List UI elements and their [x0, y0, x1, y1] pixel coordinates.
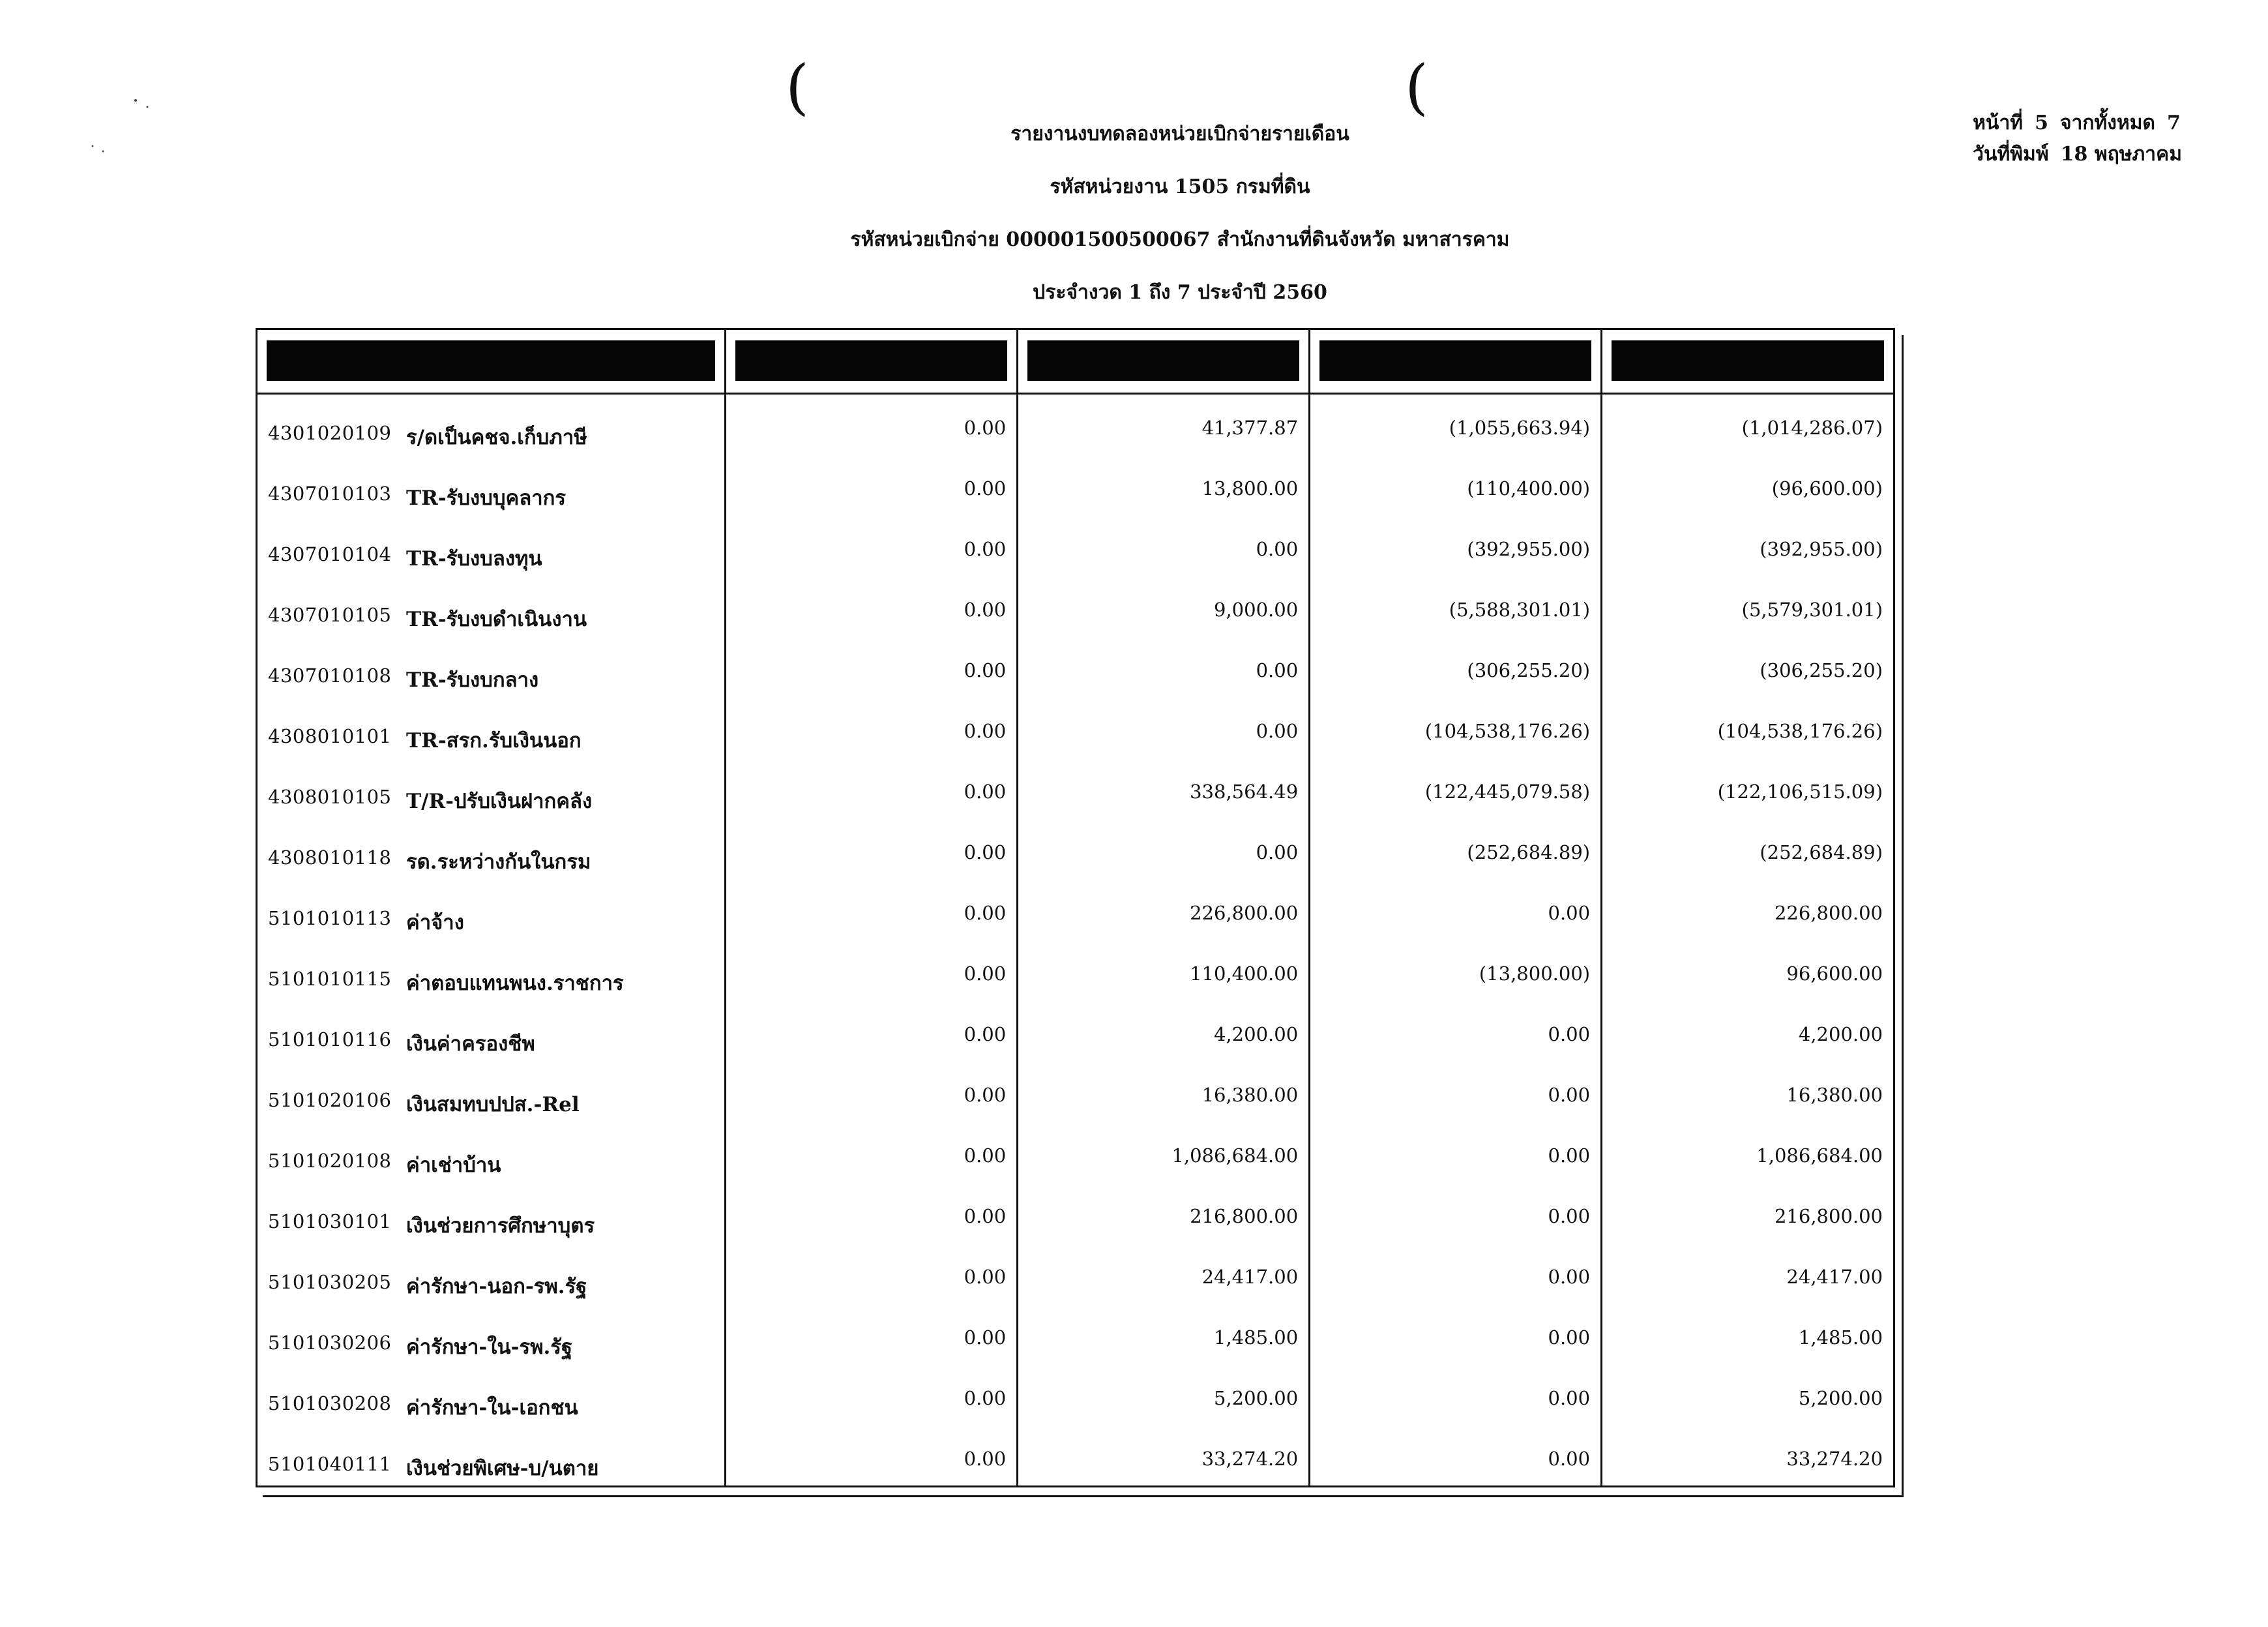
amount-cell-3: [1310, 1001, 1602, 1062]
amount-value: 16,380.00: [1201, 1084, 1299, 1106]
page-number-line: [1973, 108, 2182, 139]
account-code: 5101030208: [268, 1392, 392, 1414]
amount-value: 0.00: [1548, 1084, 1591, 1106]
amount-value: 0.00: [964, 902, 1007, 924]
amount-value: 110,400.00: [1190, 963, 1299, 985]
account-code: 5101010113: [268, 907, 392, 929]
account-name: เงินสมทบปปส.-Rel: [406, 1093, 580, 1116]
account-cell: [258, 516, 726, 576]
amount-cell-3: [1310, 819, 1602, 880]
account-cell: [258, 698, 726, 758]
amount-value: 13,800.00: [1201, 477, 1299, 500]
amount-cell-3: [1310, 1244, 1602, 1304]
amount-cell-4: [1602, 1425, 1893, 1486]
amount-value: (122,445,079.58): [1424, 781, 1591, 803]
print-date-label: วันที่พิมพ์: [1973, 143, 2049, 166]
amount-value: 0.00: [1548, 1326, 1591, 1349]
amount-value: 0.00: [964, 963, 1007, 985]
header-cell-1: [726, 330, 1018, 393]
amount-value: (110,400.00): [1467, 477, 1591, 500]
amount-value: (5,588,301.01): [1449, 599, 1591, 621]
amount-cell-2: [1018, 637, 1310, 698]
amount-value: 0.00: [1256, 841, 1299, 863]
amount-value: 0.00: [1256, 538, 1299, 560]
header-cell-account: [258, 330, 726, 393]
amount-value: 0.00: [964, 1448, 1007, 1470]
amount-cell-3: [1310, 516, 1602, 576]
account-name: เงินค่าครองชีพ: [406, 1032, 535, 1056]
account-cell: [258, 819, 726, 880]
account-name: ค่าตอบแทนพนง.ราชการ: [406, 972, 624, 995]
amount-cell-4: [1602, 1183, 1893, 1244]
amount-value: 0.00: [1548, 902, 1591, 924]
amount-cell-2: [1018, 516, 1310, 576]
amount-value: 0.00: [964, 417, 1007, 439]
account-name: T/R-ปรับเงินฝากคลัง: [406, 790, 593, 813]
account-cell: [258, 1425, 726, 1486]
account-name: ค่ารักษา-นอก-รพ.รัฐ: [406, 1275, 587, 1298]
amount-value: (104,538,176.26): [1717, 720, 1883, 742]
table-row: [258, 1425, 1893, 1486]
amount-cell-1: [726, 1365, 1018, 1425]
amount-cell-2: [1018, 395, 1310, 455]
amount-value: (122,106,515.09): [1717, 781, 1883, 803]
redacted-header-bar: [735, 340, 1007, 381]
account-cell: [258, 1365, 726, 1425]
table-row: [258, 940, 1893, 1001]
amount-value: 216,800.00: [1774, 1205, 1883, 1227]
amount-value: (1,055,663.94): [1449, 417, 1591, 439]
account-cell: [258, 455, 726, 516]
amount-cell-2: [1018, 1183, 1310, 1244]
header-cell-4: [1602, 330, 1893, 393]
amount-value: 5,200.00: [1214, 1387, 1299, 1409]
amount-value: (306,255.20): [1467, 659, 1591, 681]
table-body: [258, 395, 1893, 1486]
amount-value: (252,684.89): [1467, 841, 1591, 863]
account-code: 5101010115: [268, 968, 392, 990]
amount-value: (252,684.89): [1760, 841, 1883, 863]
amount-cell-3: [1310, 698, 1602, 758]
amount-value: 0.00: [1548, 1023, 1591, 1045]
amount-value: 0.00: [964, 538, 1007, 560]
page-label: หน้าที่: [1973, 112, 2024, 134]
table-row: [258, 1122, 1893, 1183]
amount-value: 5,200.00: [1798, 1387, 1883, 1409]
amount-value: 0.00: [1548, 1205, 1591, 1227]
table-row: [258, 637, 1893, 698]
amount-value: 0.00: [964, 781, 1007, 803]
amount-cell-1: [726, 637, 1018, 698]
amount-cell-4: [1602, 1122, 1893, 1183]
amount-value: 0.00: [964, 1326, 1007, 1349]
amount-value: 338,564.49: [1190, 781, 1299, 803]
account-cell: [258, 1062, 726, 1122]
amount-cell-3: [1310, 1062, 1602, 1122]
account-name: TR-รับงบลงทุน: [406, 547, 542, 571]
table-row: [258, 1062, 1893, 1122]
amount-value: 1,485.00: [1798, 1326, 1883, 1349]
redacted-header-bar: [1612, 340, 1884, 381]
agency-line: รหัสหน่วยงาน 1505 กรมที่ดิน: [1050, 175, 1310, 198]
amount-cell-1: [726, 1122, 1018, 1183]
amount-value: 96,600.00: [1786, 963, 1883, 985]
table-row: [258, 880, 1893, 940]
table-row: [258, 1365, 1893, 1425]
account-code: 5101030101: [268, 1210, 392, 1232]
table-row: [258, 758, 1893, 819]
scan-speck-marks: [85, 91, 163, 170]
redacted-header-bar: [267, 340, 715, 381]
period-line: ประจำงวด 1 ถึง 7 ประจำปี 2560: [1033, 281, 1327, 304]
amount-cell-3: [1310, 1365, 1602, 1425]
account-cell: [258, 1304, 726, 1365]
amount-cell-2: [1018, 1122, 1310, 1183]
account-name: TR-สรก.รับเงินนอก: [406, 729, 582, 753]
binder-hole-mark-left: (: [786, 52, 809, 122]
amount-value: 226,800.00: [1774, 902, 1883, 924]
amount-cell-2: [1018, 576, 1310, 637]
amount-cell-3: [1310, 395, 1602, 455]
amount-cell-2: [1018, 819, 1310, 880]
account-name: ค่าจ้าง: [406, 911, 464, 934]
amount-value: 0.00: [1548, 1387, 1591, 1409]
amount-cell-4: [1602, 637, 1893, 698]
account-code: 5101040111: [268, 1453, 392, 1475]
print-date-line: [1973, 139, 2182, 170]
amount-value: 0.00: [964, 1387, 1007, 1409]
trial-balance-table: [256, 328, 1895, 1487]
amount-cell-4: [1602, 1062, 1893, 1122]
table-row: [258, 1001, 1893, 1062]
table-row: [258, 395, 1893, 455]
account-code: 4308010118: [268, 846, 392, 869]
amount-value: 4,200.00: [1798, 1023, 1883, 1045]
amount-cell-4: [1602, 698, 1893, 758]
amount-value: (5,579,301.01): [1741, 599, 1883, 621]
amount-value: 0.00: [964, 1144, 1007, 1167]
account-name: TR-รับงบดำเนินงาน: [406, 608, 587, 631]
report-header: [750, 108, 1610, 319]
amount-cell-1: [726, 1062, 1018, 1122]
print-date: 18 พฤษภาคม: [2060, 143, 2182, 166]
header-cell-2: [1018, 330, 1310, 393]
amount-cell-1: [726, 1001, 1018, 1062]
amount-value: 1,485.00: [1214, 1326, 1299, 1349]
amount-cell-2: [1018, 455, 1310, 516]
table-row: [258, 576, 1893, 637]
account-code: 5101030205: [268, 1271, 392, 1293]
amount-cell-2: [1018, 1365, 1310, 1425]
amount-cell-3: [1310, 1304, 1602, 1365]
account-name: รด.ระหว่างกันในกรม: [406, 850, 591, 874]
amount-cell-4: [1602, 758, 1893, 819]
amount-value: 4,200.00: [1214, 1023, 1299, 1045]
amount-value: (392,955.00): [1760, 538, 1883, 560]
amount-cell-3: [1310, 576, 1602, 637]
amount-cell-2: [1018, 880, 1310, 940]
amount-value: 16,380.00: [1786, 1084, 1883, 1106]
amount-cell-1: [726, 395, 1018, 455]
amount-cell-3: [1310, 637, 1602, 698]
account-code: 4307010108: [268, 664, 392, 687]
table-row: [258, 1244, 1893, 1304]
amount-value: 0.00: [964, 1084, 1007, 1106]
amount-value: 0.00: [964, 477, 1007, 500]
account-cell: [258, 940, 726, 1001]
total-pages: 7: [2166, 112, 2181, 134]
account-code: 4307010104: [268, 543, 392, 565]
account-code: 5101020106: [268, 1089, 392, 1111]
amount-cell-4: [1602, 455, 1893, 516]
amount-cell-1: [726, 880, 1018, 940]
amount-cell-1: [726, 455, 1018, 516]
amount-value: 33,274.20: [1786, 1448, 1883, 1470]
amount-value: 24,417.00: [1786, 1266, 1883, 1288]
total-label: จากทั้งหมด: [2059, 112, 2155, 134]
amount-cell-1: [726, 819, 1018, 880]
amount-cell-2: [1018, 1244, 1310, 1304]
amount-value: 0.00: [1256, 720, 1299, 742]
amount-cell-4: [1602, 940, 1893, 1001]
amount-value: 0.00: [964, 720, 1007, 742]
amount-cell-4: [1602, 1244, 1893, 1304]
amount-value: 9,000.00: [1214, 599, 1299, 621]
account-name: เงินช่วยพิเศษ-บ/นตาย: [406, 1457, 599, 1480]
amount-cell-4: [1602, 1365, 1893, 1425]
amount-value: 0.00: [1256, 659, 1299, 681]
amount-value: 33,274.20: [1201, 1448, 1299, 1470]
table-row: [258, 455, 1893, 516]
amount-cell-3: [1310, 455, 1602, 516]
account-code: 5101030206: [268, 1332, 392, 1354]
amount-cell-1: [726, 576, 1018, 637]
table-header-row: [258, 330, 1893, 395]
amount-cell-3: [1310, 880, 1602, 940]
account-code: 4307010105: [268, 604, 392, 626]
amount-value: (13,800.00): [1479, 963, 1591, 985]
amount-cell-3: [1310, 1122, 1602, 1183]
amount-cell-2: [1018, 698, 1310, 758]
account-cell: [258, 1001, 726, 1062]
amount-cell-4: [1602, 1304, 1893, 1365]
account-cell: [258, 880, 726, 940]
account-code: 4307010103: [268, 483, 392, 505]
amount-value: 0.00: [1548, 1144, 1591, 1167]
amount-value: (104,538,176.26): [1424, 720, 1591, 742]
page-number: 5: [2035, 112, 2048, 134]
table-row: [258, 1304, 1893, 1365]
account-name: ร/ดเป็นคชจ.เก็บภาษี: [406, 426, 587, 449]
amount-cell-4: [1602, 576, 1893, 637]
table-row: [258, 516, 1893, 576]
header-cell-3: [1310, 330, 1602, 393]
amount-value: 0.00: [964, 659, 1007, 681]
account-name: ค่ารักษา-ใน-เอกชน: [406, 1396, 578, 1420]
table-row: [258, 698, 1893, 758]
account-cell: [258, 637, 726, 698]
amount-value: 0.00: [964, 599, 1007, 621]
amount-value: 1,086,684.00: [1756, 1144, 1883, 1167]
amount-cell-1: [726, 1244, 1018, 1304]
redacted-header-bar: [1027, 340, 1299, 381]
account-cell: [258, 576, 726, 637]
account-code: 4308010105: [268, 786, 392, 808]
amount-value: 0.00: [964, 1266, 1007, 1288]
account-code: 5101010116: [268, 1028, 392, 1051]
account-code: 4308010101: [268, 725, 392, 747]
amount-value: 216,800.00: [1190, 1205, 1299, 1227]
account-cell: [258, 1122, 726, 1183]
amount-cell-4: [1602, 516, 1893, 576]
amount-cell-2: [1018, 758, 1310, 819]
amount-cell-2: [1018, 1425, 1310, 1486]
account-cell: [258, 1183, 726, 1244]
amount-cell-1: [726, 1183, 1018, 1244]
amount-cell-4: [1602, 819, 1893, 880]
amount-cell-1: [726, 698, 1018, 758]
amount-cell-1: [726, 758, 1018, 819]
amount-value: 0.00: [964, 1023, 1007, 1045]
amount-cell-1: [726, 1304, 1018, 1365]
table-row: [258, 1183, 1893, 1244]
account-code: 4301020109: [268, 422, 392, 444]
amount-cell-1: [726, 1425, 1018, 1486]
table-row: [258, 819, 1893, 880]
amount-value: 0.00: [964, 841, 1007, 863]
amount-value: 226,800.00: [1190, 902, 1299, 924]
account-name: ค่ารักษา-ใน-รพ.รัฐ: [406, 1336, 573, 1359]
amount-value: (306,255.20): [1760, 659, 1883, 681]
disbursing-unit-line: รหัสหน่วยเบิกจ่าย 000001500500067 สำนักงานที่ดินจังหวัด มหาสารคาม: [850, 228, 1510, 251]
amount-cell-2: [1018, 1062, 1310, 1122]
account-code: 5101020108: [268, 1150, 392, 1172]
amount-cell-4: [1602, 395, 1893, 455]
amount-cell-1: [726, 516, 1018, 576]
redacted-header-bar: [1319, 340, 1591, 381]
amount-value: 0.00: [1548, 1266, 1591, 1288]
amount-cell-1: [726, 940, 1018, 1001]
amount-cell-2: [1018, 1304, 1310, 1365]
account-cell: [258, 1244, 726, 1304]
amount-value: (392,955.00): [1467, 538, 1591, 560]
page-meta: [1973, 108, 2182, 170]
account-cell: [258, 758, 726, 819]
amount-value: 0.00: [1548, 1448, 1591, 1470]
amount-cell-3: [1310, 1425, 1602, 1486]
account-name: เงินช่วยการศึกษาบุตร: [406, 1214, 595, 1238]
amount-cell-3: [1310, 758, 1602, 819]
amount-value: 1,086,684.00: [1171, 1144, 1299, 1167]
amount-cell-2: [1018, 1001, 1310, 1062]
report-title: รายงานงบทดลองหน่วยเบิกจ่ายรายเดือน: [1010, 123, 1349, 145]
amount-value: (1,014,286.07): [1741, 417, 1883, 439]
account-name: ค่าเช่าบ้าน: [406, 1154, 501, 1177]
account-name: TR-รับงบบุคลากร: [406, 486, 567, 510]
amount-cell-4: [1602, 1001, 1893, 1062]
account-name: TR-รับงบกลาง: [406, 668, 539, 692]
amount-value: (96,600.00): [1771, 477, 1883, 500]
amount-cell-4: [1602, 880, 1893, 940]
amount-cell-3: [1310, 940, 1602, 1001]
amount-value: 0.00: [964, 1205, 1007, 1227]
amount-cell-2: [1018, 940, 1310, 1001]
amount-cell-3: [1310, 1183, 1602, 1244]
account-cell: [258, 395, 726, 455]
binder-hole-mark-right: (: [1405, 52, 1428, 122]
amount-value: 24,417.00: [1201, 1266, 1299, 1288]
amount-value: 41,377.87: [1201, 417, 1299, 439]
